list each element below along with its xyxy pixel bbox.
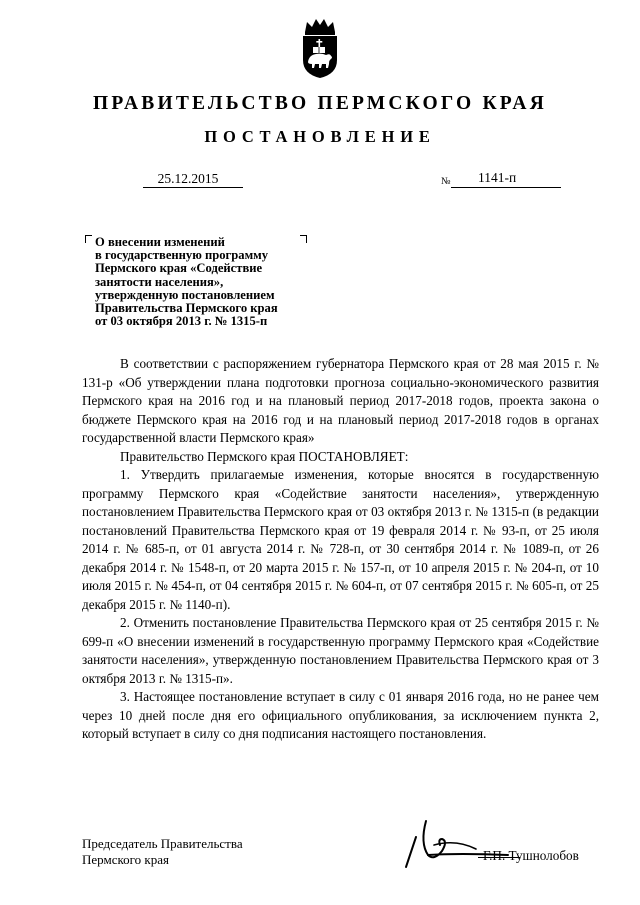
document-subject [95, 236, 325, 328]
government-title: ПРАВИТЕЛЬСТВО ПЕРМСКОГО КРАЯ [93, 93, 547, 114]
subject-line: О внесении изменений [95, 235, 225, 249]
item-1-paragraph: 1. Утвердить прилагаемые изменения, которые вносятся в государственную программу Пермского края «Содействие занятости населения», утвержденную постановлением Правительства Пермского края от 03 октября 2013 г. № 1315-п (в редакции постановлений Правительства Пермского края от 19 февраля 2014 г. № 93-п, от 25 июля 2014 г. № 685-п, от 01 августа 2014 г. № 728-п, от 30 сентября 2014 г. № 1089-п, от 26 декабря 2014 г. № 1548-п, от 20 марта 2015 г. № 157-п, от 10 апреля 2015 г. № 204-п, от 10 июля 2015 г. № 454-п, от 04 сентября 2015 г. № 604-п, от 07 сентября 2015 г. № 605-п, от 25 декабря 2015 г. № 1140-п). [82, 467, 599, 612]
signature-strikethrough [478, 857, 520, 858]
document-body [82, 355, 599, 744]
item-3-paragraph: 3. Настоящее постановление вступает в силу с 01 января 2016 года, но не ранее чем через 10 дней после дня его официального опубликования, за исключением пункта 2, который вступает в силу со дня подписания настоящего постановления. [82, 689, 599, 741]
document-number: 1141-п [478, 170, 517, 185]
subject-line: в государственную программу [95, 248, 269, 263]
subject-line: Правительства Пермского края [95, 301, 278, 316]
document-type: ПОСТАНОВЛЕНИЕ [204, 127, 436, 146]
subject-line: утвержденную постановлением [95, 287, 275, 302]
subject-line: Пермского края «Содействие [95, 261, 263, 276]
number-sign: № [441, 176, 451, 187]
document-date: 25.12.2015 [157, 171, 219, 186]
subject-line: занятости населения», [95, 274, 224, 289]
item-2-paragraph: 2. Отменить постановление Правительства Пермского края от 25 сентября 2015 г. № 699-п «О внесении изменений в государственную программу Пермского края «Содействие занятости населения», утвержденную постановлением Правительства Пермского края от 3 октября 2013 г. № 1315-п». [82, 615, 599, 686]
handwritten-signature [398, 815, 510, 875]
coat-of-arms-emblem [295, 14, 345, 80]
subject-line: от 03 октября 2013 г. № 1315-п [95, 314, 268, 329]
signatory-position [82, 836, 243, 867]
signatory-name: Г.П. Тушнолобов [483, 848, 579, 863]
decree-paragraph: Правительство Пермского края ПОСТАНОВЛЯЕТ: [120, 448, 409, 464]
position-line: Пермского края [82, 851, 169, 867]
title-corner-bracket-left [85, 235, 92, 243]
preamble-paragraph: В соответствии с распоряжением губернатора Пермского края от 28 мая 2015 г. № 131-р «Об утверждении плана подготовки прогноза социально-экономического развития Пермского края на 2016 год и на плановый период 2017-2018 годов, проекта закона о бюджете Пермского края на 2016 год и на плановый период 2017-2018 годов в органах государственной власти Пермского края» [82, 356, 599, 445]
position-line: Председатель Правительства [82, 836, 243, 851]
